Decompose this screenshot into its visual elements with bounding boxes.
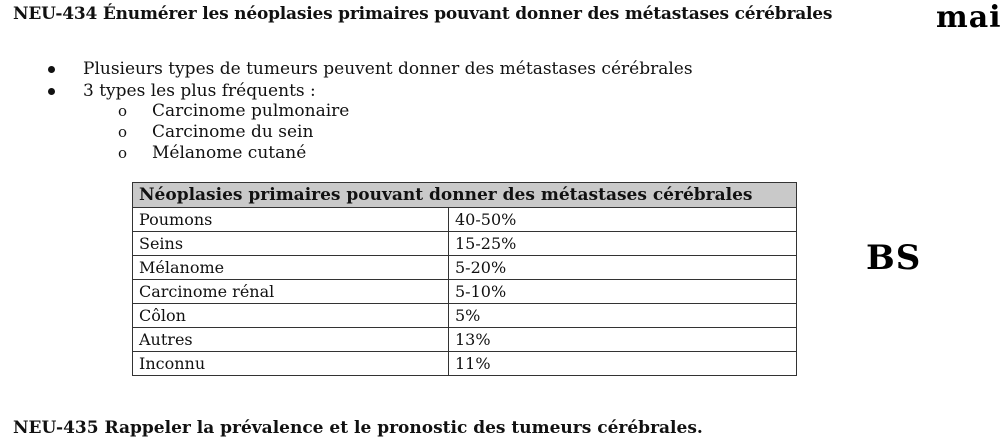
side-stamp-text: BS bbox=[866, 238, 922, 278]
table-header-row bbox=[133, 183, 797, 208]
table-cell-site: Autres bbox=[133, 328, 449, 352]
table-cell-percent: 40-50% bbox=[449, 208, 797, 232]
sub-bullet-item: Carcinome du sein bbox=[152, 122, 314, 142]
table-header: Néoplasies primaires pouvant donner des métastases cérébrales bbox=[133, 183, 797, 208]
table-cell-percent: 5-10% bbox=[449, 280, 797, 304]
bullet-dot-icon bbox=[48, 66, 55, 73]
table-cell-percent: 11% bbox=[449, 352, 797, 376]
table-row bbox=[133, 328, 797, 352]
table-row bbox=[133, 280, 797, 304]
sub-bullet-marker: o bbox=[118, 144, 128, 162]
table-cell-site: Mélanome bbox=[133, 256, 449, 280]
neoplasia-table bbox=[132, 182, 797, 376]
sub-bullet-item: Carcinome pulmonaire bbox=[152, 101, 350, 121]
table-cell-percent: 15-25% bbox=[449, 232, 797, 256]
table-cell-site: Inconnu bbox=[133, 352, 449, 376]
table-cell-site: Carcinome rénal bbox=[133, 280, 449, 304]
bullet-item: Plusieurs types de tumeurs peuvent donner des métastases cérébrales bbox=[83, 59, 693, 79]
sub-bullet-marker: o bbox=[118, 123, 128, 141]
table-cell-site: Côlon bbox=[133, 304, 449, 328]
table-row bbox=[133, 352, 797, 376]
table-cell-percent: 5% bbox=[449, 304, 797, 328]
table-row bbox=[133, 304, 797, 328]
next-section-heading: NEU-435 Rappeler la prévalence et le pronostic des tumeurs cérébrales. bbox=[13, 418, 703, 438]
table-cell-percent: 5-20% bbox=[449, 256, 797, 280]
section-heading: NEU-434 Énumérer les néoplasies primaires pouvant donner des métastases cérébrales bbox=[13, 4, 833, 24]
table-row bbox=[133, 208, 797, 232]
table-cell-site: Poumons bbox=[133, 208, 449, 232]
corner-stamp-text: mai bbox=[936, 0, 1002, 35]
sub-bullet-item: Mélanome cutané bbox=[152, 143, 307, 163]
sub-bullet-marker: o bbox=[118, 102, 128, 120]
bullet-item: 3 types les plus fréquents : bbox=[83, 81, 316, 101]
table-row bbox=[133, 232, 797, 256]
table-row bbox=[133, 256, 797, 280]
table-cell-site: Seins bbox=[133, 232, 449, 256]
bullet-dot-icon bbox=[48, 88, 55, 95]
table-cell-percent: 13% bbox=[449, 328, 797, 352]
